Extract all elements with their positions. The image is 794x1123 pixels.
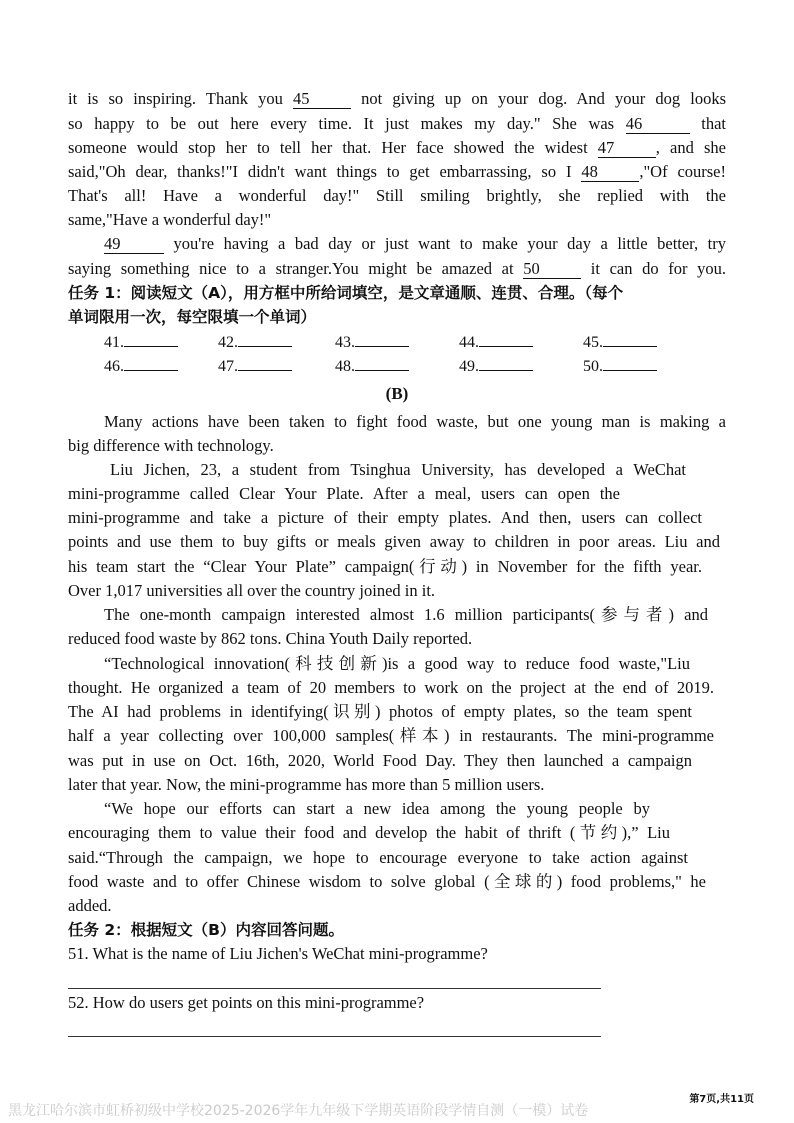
footer-watermark: 黑龙江哈尔滨市虹桥初级中学校2025-2026学年九年级下学期英语阶段学情自测（一模）试卷 [8,1103,589,1119]
passage-b-line: Many actions have been taken to fight food waste, but one young man is making a [104,412,726,431]
blank-50: 50 [523,259,581,279]
blank-46: 46 [626,114,690,134]
passage-b-line: Over 1,017 universities all over the country joined in it. [68,581,436,600]
passage-b-line: “We hope our efforts can start a new idea among the young people by [104,799,650,818]
passage-b-line: said.“Through the campaign, we hope to encourage everyone to take action against [68,848,688,867]
passage-a-line-7: 49 you're having a bad day or just want to make your day a little better, try [104,234,726,253]
passage-b-line: reduced food waste by 862 tons. China Youth Daily reported. [68,629,473,648]
passage-b-line: big difference with technology. [68,436,274,455]
answer-50[interactable]: 50. [583,356,657,378]
answer-48[interactable]: 48. [335,356,409,378]
passage-b-line: added. [68,896,112,915]
passage-b-line: his team start the “Clear Your Plate” campaign(行动) in November for the fifth year. [68,557,702,576]
passage-b-line: “Technological innovation(科技创新)is a good way to reduce food waste,"Liu [104,654,690,673]
passage-b-line: The one-month campaign interested almost 1.6 million participants(参与者) and [104,605,708,624]
page-number: 第7页,共11页 [689,1094,754,1105]
passage-b-line: mini-programme called Clear Your Plate. After a meal, users can open the [68,484,620,503]
answer-49[interactable]: 49. [459,356,533,378]
answer-42[interactable]: 42. [218,332,292,354]
passage-b-line: thought. He organized a team of 20 members to work on the project at the end of 2019. [68,678,714,697]
passage-a-line-3: someone would stop her to tell her that. Her face showed the widest 47 , and she [68,138,726,157]
question-51: 51. What is the name of Liu Jichen's WeChat mini-programme? [68,944,488,963]
answer-47[interactable]: 47. [218,356,292,378]
answer-line-52[interactable] [68,1036,601,1037]
answer-44[interactable]: 44. [459,332,533,354]
answer-41[interactable]: 41. [104,332,178,354]
answer-line-51[interactable] [68,988,601,989]
answer-45[interactable]: 45. [583,332,657,354]
passage-a-line-5: That's all! Have a wonderful day!" Still smiling brightly, she replied with the [68,186,726,205]
passage-b-line: was put in use on Oct. 16th, 2020, World Food Day. They then launched a campaign [68,751,692,770]
passage-a-line-4: said,"Oh dear, thanks!"I didn't want things to get embarrassing, so I 48 ,"Of course! [68,162,727,181]
passage-b-line: food waste and to offer Chinese wisdom to solve global (全球的) food problems," he [68,872,706,891]
passage-a-line-8: saying something nice to a stranger.You might be amazed at 50 it can do for you. [68,259,726,278]
passage-b-line: half a year collecting over 100,000 samples(样本) in restaurants. The mini-programme [68,726,714,745]
passage-b-heading: (B) [385,384,409,403]
passage-b-line: mini-programme and take a picture of their empty plates. And then, users can collect [68,508,702,527]
passage-b-line: Liu Jichen, 23, a student from Tsinghua University, has developed a WeChat [110,460,686,479]
blank-48: 48 [581,162,639,182]
passage-a-line-6: same,"Have a wonderful day!" [68,210,272,229]
blank-49: 49 [104,234,164,254]
passage-b-line: points and use them to buy gifts or meals given away to children in poor areas. Liu and [68,532,720,551]
passage-b-line: later that year. Now, the mini-programme has more than 5 million users. [68,775,545,794]
answer-46[interactable]: 46. [104,356,178,378]
question-52: 52. How do users get points on this mini-programme? [68,993,425,1012]
blank-47: 47 [598,138,656,158]
task1-instruction-line-1: 任务 1：阅读短文（A），用方框中所给词填空，是文章通顺、连贯、合理。（每个 [68,284,624,302]
passage-a-line-1: it is so inspiring. Thank you 45 not giving up on your dog. And your dog looks [68,89,726,108]
task2-instruction: 任务 2：根据短文（B）内容回答问题。 [68,921,344,939]
task1-instruction-line-2: 单词限用一次，每空限填一个单词） [68,308,317,326]
passage-b-line: The AI had problems in identifying(识别) photos of empty plates, so the team spent [68,702,692,721]
answer-43[interactable]: 43. [335,332,409,354]
passage-b-line: encouraging them to value their food and develop the habit of thrift (节约),” Liu [68,823,670,842]
blank-45: 45 [293,89,351,109]
passage-a-line-2: so happy to be out here every time. It just makes my day." She was 46 that [68,114,726,133]
